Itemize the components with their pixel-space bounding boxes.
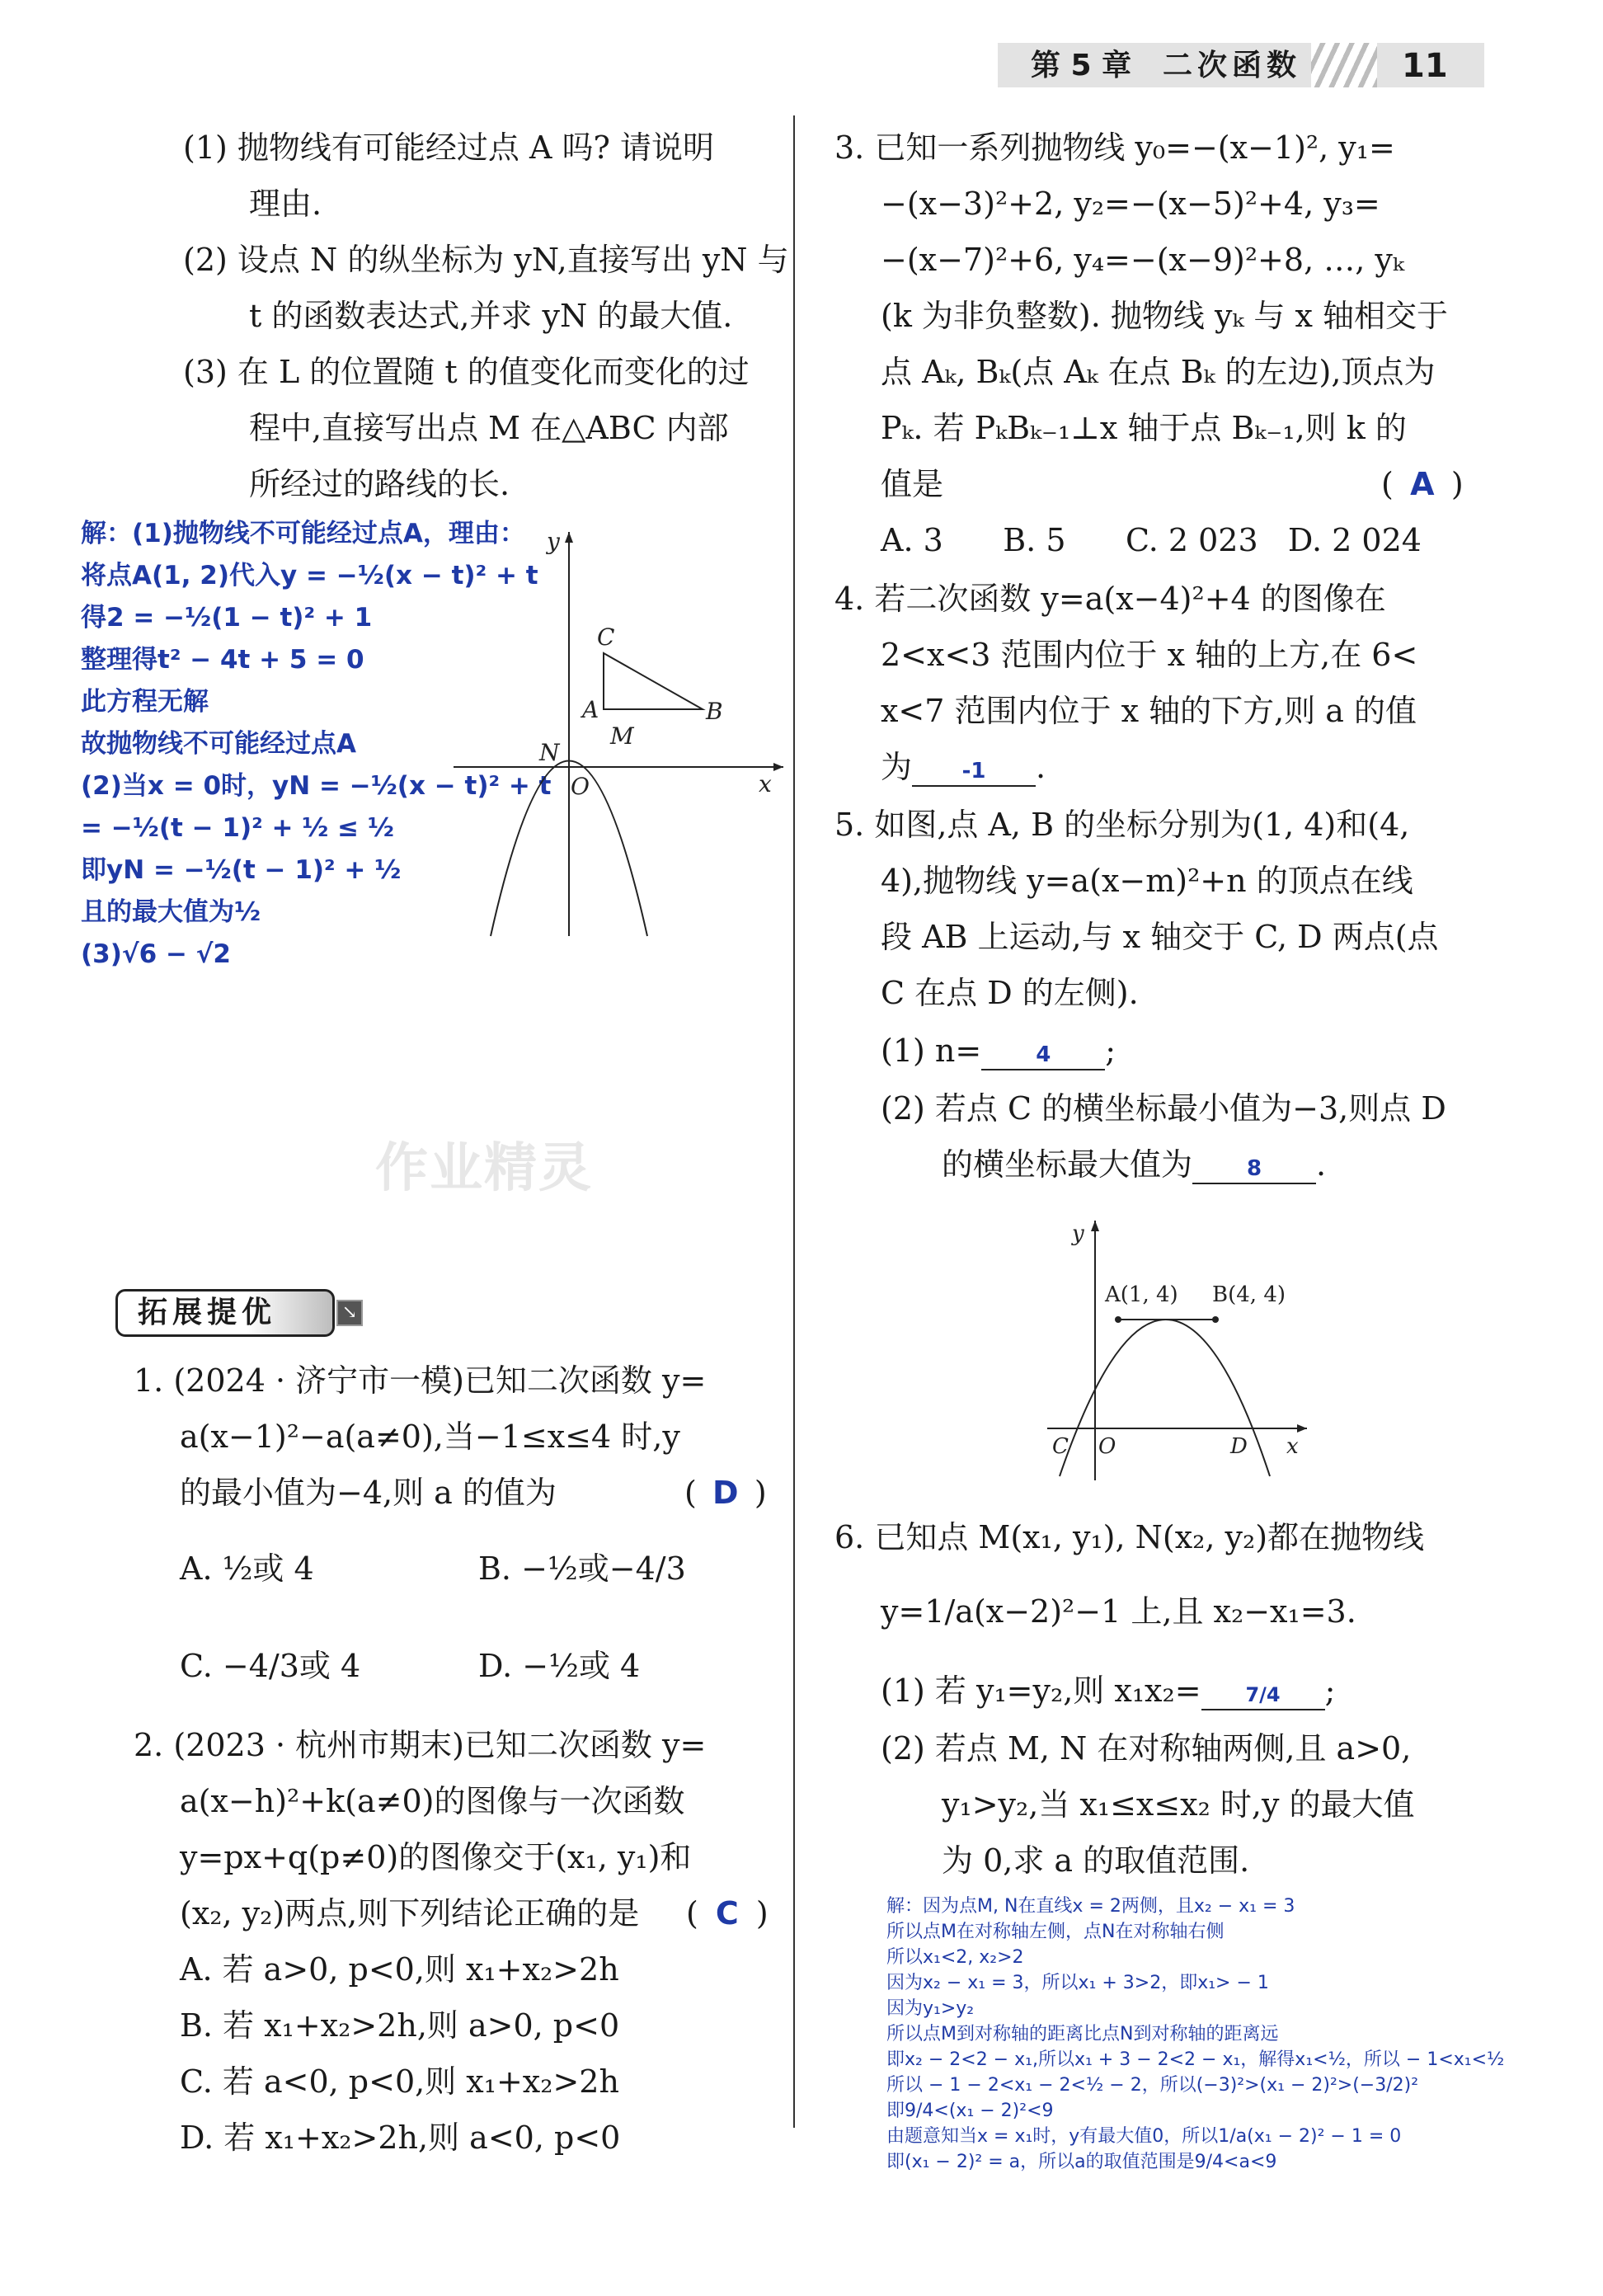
p5-line2: 4),抛物线 y=a(x−m)²+n 的顶点在线 [881,863,1413,899]
chapter-label: 第 5 章 [1031,49,1132,82]
fig1-triangle [604,653,703,709]
solution-line: 故抛物线不可能经过点A [81,729,356,759]
p2-option-d: D. 若 x₁+x₂>2h,则 a<0, p<0 [180,2120,621,2156]
p2-line3: y=px+q(p≠0)的图像交于(x₁, y₁)和 [180,1839,692,1875]
p1-option-b: B. −½或−4/3 [478,1550,686,1587]
solution-line: 得2 = −½(1 − t)² + 1 [81,603,373,633]
p3-line3: −(x−7)²+6, y₄=−(x−9)²+8, …, yₖ [881,242,1404,278]
p2-answer: C [715,1895,739,1931]
p5-sub2-line1: (2) 若点 C 的横坐标最小值为−3,则点 D [881,1090,1446,1127]
p2-option-c: C. 若 a<0, p<0,则 x₁+x₂>2h [180,2063,619,2100]
p2-option-b: B. 若 x₁+x₂>2h,则 a>0, p<0 [180,2007,620,2044]
p3-line1: 3. 已知一系列抛物线 y₀=−(x−1)², y₁= [834,129,1395,166]
cont-q3c: 所经过的路线的长. [249,466,510,502]
solution-line: 所以x₁<2, x₂>2 [886,1947,1024,1968]
p1-option-c: C. −4/3或 4 [180,1648,361,1684]
p5-sub1: (1) n= 4 ; [881,1033,1116,1069]
solution-line: (2)当x = 0时，yN = −½(x − t)² + t [81,771,552,801]
p4-line1: 4. 若二次函数 y=a(x−4)²+4 的图像在 [834,581,1386,617]
p1-line1: 1. (2024 · 济宁市一模)已知二次函数 y= [134,1362,707,1399]
p6-line1: 6. 已知点 M(x₁, y₁), N(x₂, y₂)都在抛物线 [834,1519,1425,1555]
solution-line: 所以 − 1 − 2<x₁ − 2<½ − 2，所以(−3)²>(x₁ − 2)²>(−3/2)² [886,2075,1419,2096]
solution-line: 因为y₁>y₂ [886,1998,975,2019]
p2-option-a: A. 若 a>0, p<0,则 x₁+x₂>2h [180,1951,619,1988]
p5-line4: C 在点 D 的左侧). [881,975,1139,1011]
solution-line: 即yN = −½(t − 1)² + ½ [81,855,402,885]
fig1-label-A: A [582,696,599,723]
fig1-label-B: B [706,698,723,725]
figure-parabola-ab [1039,1212,1336,1484]
fig2-label-C: C [1052,1434,1069,1459]
solution-line: 将点A(1, 2)代入y = −½(x − t)² + t [81,561,538,590]
cont-q2: (2) 设点 N 的纵坐标为 yN,直接写出 yN 与 [183,242,789,278]
fig2-label-B: B(4, 4) [1212,1282,1286,1307]
fig2-label-D: D [1230,1434,1248,1459]
p6-sub1-prefix: (1) 若 y₁=y₂,则 x₁x₂= [881,1673,1201,1709]
solution-line: 所以点M在对称轴左侧，点N在对称轴右侧 [886,1922,1225,1942]
header-stripes [1311,43,1377,87]
p1-answer-bracket: ( D ) [684,1465,767,1521]
solution-line: 所以点M到对称轴的距离比点N到对称轴的距离远 [886,2024,1279,2044]
p5-line3: 段 AB 上运动,与 x 轴交于 C, D 两点(点 [881,919,1439,955]
solution-line: 解：因为点M, N在直线x = 2两侧，且x₂ − x₁ = 3 [886,1896,1295,1917]
cont-q1b: 理由. [249,186,322,222]
p1-line3: 的最小值为−4,则 a 的值为 [180,1475,557,1511]
p4-line4: 为 -1 . [881,749,1046,785]
fig1-label-O: O [571,773,590,800]
solution-line: 由题意知当x = x₁时，y有最大值0，所以1/a(x₁ − 2)² − 1 = 0 [886,2126,1402,2147]
section-arrow-icon: ↘ [336,1300,363,1326]
p5-sub1-prefix: (1) n= [881,1033,982,1069]
p6-sub1-answer: 7/4 [1201,1681,1325,1710]
p3-line5: 点 Aₖ, Bₖ(点 Aₖ 在点 Bₖ 的左边),顶点为 [881,354,1436,390]
p6-sub2-line3: 为 0,求 a 的取值范围. [942,1842,1250,1879]
p5-sub2-prefix: 的横坐标最大值为 [942,1146,1193,1183]
cont-q2b: t 的函数表达式,并求 yN 的最大值. [249,298,733,334]
fig2-label-x: x [1286,1434,1299,1459]
p5-sub2-answer: 8 [1192,1155,1316,1184]
p5-line1: 5. 如图,点 A, B 的坐标分别为(1, 4)和(4, [834,807,1410,843]
p3-answer-bracket: ( A ) [1381,456,1464,512]
fig1-y-arrow [565,532,573,543]
p2-answer-bracket: ( C ) [686,1885,769,1941]
p4-line4-prefix: 为 [881,749,913,785]
cont-q3b: 程中,直接写出点 M 在△ABC 内部 [249,410,729,446]
column-divider [793,115,795,2128]
p4-line3: x<7 范围内位于 x 轴的下方,则 a 的值 [881,693,1417,729]
p3-line7: 值是 [881,466,944,502]
solution-line: 解：(1)抛物线不可能经过点A，理由： [81,519,525,548]
p1-option-a: A. ½或 4 [180,1550,314,1587]
p6-sub2-line2: y₁>y₂,当 x₁≤x≤x₂ 时,y 的最大值 [942,1786,1415,1823]
cont-q3: (3) 在 L 的位置随 t 的值变化而变化的过 [183,354,750,390]
p6-solution [886,1894,1504,2175]
solution-line: 即x₂ − 2<2 − x₁,所以x₁ + 3 − 2<2 − x₁，解得x₁<½，所以 − 1<x₁<½ [886,2049,1505,2070]
p6-sub1: (1) 若 y₁=y₂,则 x₁x₂= 7/4 ; [881,1673,1336,1709]
p2-line1: 2. (2023 · 杭州市期末)已知二次函数 y= [134,1727,707,1763]
solution-line: 且的最大值为½ [81,897,261,927]
fig1-label-C: C [597,623,615,651]
fig2-point-a [1115,1316,1121,1323]
page-number: 11 [1402,47,1448,85]
p3-line4: (k 为非负整数). 抛物线 yₖ 与 x 轴相交于 [881,298,1448,334]
p3-line2: −(x−3)²+2, y₂=−(x−5)²+4, y₃= [881,186,1380,222]
chapter-title: 二次函数 [1163,49,1302,82]
solution-line: 整理得t² − 4t + 5 = 0 [81,645,364,675]
solution-line: 即(x₁ − 2)² = a，所以a的取值范围是9/4<a<9 [886,2152,1277,2172]
section-title-box [115,1289,335,1337]
solution-line: = −½(t − 1)² + ½ ≤ ½ [81,813,394,843]
p1-option-d: D. −½或 4 [478,1648,641,1684]
p1-answer: D [712,1475,739,1511]
fig2-label-O: O [1098,1434,1116,1459]
fig1-label-N: N [539,739,560,766]
p5-sub2-line2: 的横坐标最大值为 8 . [942,1146,1327,1183]
fig2-y-arrow [1091,1221,1099,1231]
p5-sub1-answer: 4 [981,1041,1105,1070]
p2-line4: (x₂, y₂)两点,则下列结论正确的是 [180,1895,640,1931]
p6-sub2-line1: (2) 若点 M, N 在对称轴两侧,且 a>0, [881,1730,1412,1767]
fig1-label-y: y [547,528,560,555]
cont-q1: (1) 抛物线有可能经过点 A 吗? 请说明 [183,129,714,166]
figure-parabola-triangle [445,520,792,940]
fig2-label-A: A(1, 4) [1105,1282,1178,1307]
p2-line2: a(x−h)²+k(a≠0)的图像与一次函数 [180,1783,685,1819]
fig2-point-b [1212,1316,1219,1323]
p4-answer: -1 [912,757,1036,787]
fig1-x-arrow [773,763,783,771]
p6-line2: y=1/a(x−2)²−1 上,且 x₂−x₁=3. [881,1593,1356,1630]
fig2-label-y: y [1072,1221,1084,1246]
watermark-text: 作业精灵 [375,1138,593,1199]
fig2-x-arrow [1297,1424,1307,1433]
p3-answer: A [1410,466,1435,502]
p1-line2: a(x−1)²−a(a≠0),当−1≤x≤4 时,y [180,1419,680,1455]
solution-line: 因为x₂ − x₁ = 3，所以x₁ + 3>2，即x₁> − 1 [886,1973,1269,1993]
p3-line6: Pₖ. 若 PₖBₖ₋₁⊥x 轴于点 Bₖ₋₁,则 k 的 [881,410,1407,446]
p3-options: A. 3 B. 5 C. 2 023 D. 2 024 [881,522,1422,558]
p4-line2: 2<x<3 范围内位于 x 轴的上方,在 6< [881,637,1418,673]
solution-line: (3)√6 − √2 [81,939,231,969]
fig1-label-x: x [759,770,772,797]
solution-line: 此方程无解 [81,687,209,717]
fig1-label-M: M [610,722,634,750]
section-title: 拓展提优 [138,1296,277,1329]
solution-line: 即9/4<(x₁ − 2)²<9 [886,2101,1054,2121]
